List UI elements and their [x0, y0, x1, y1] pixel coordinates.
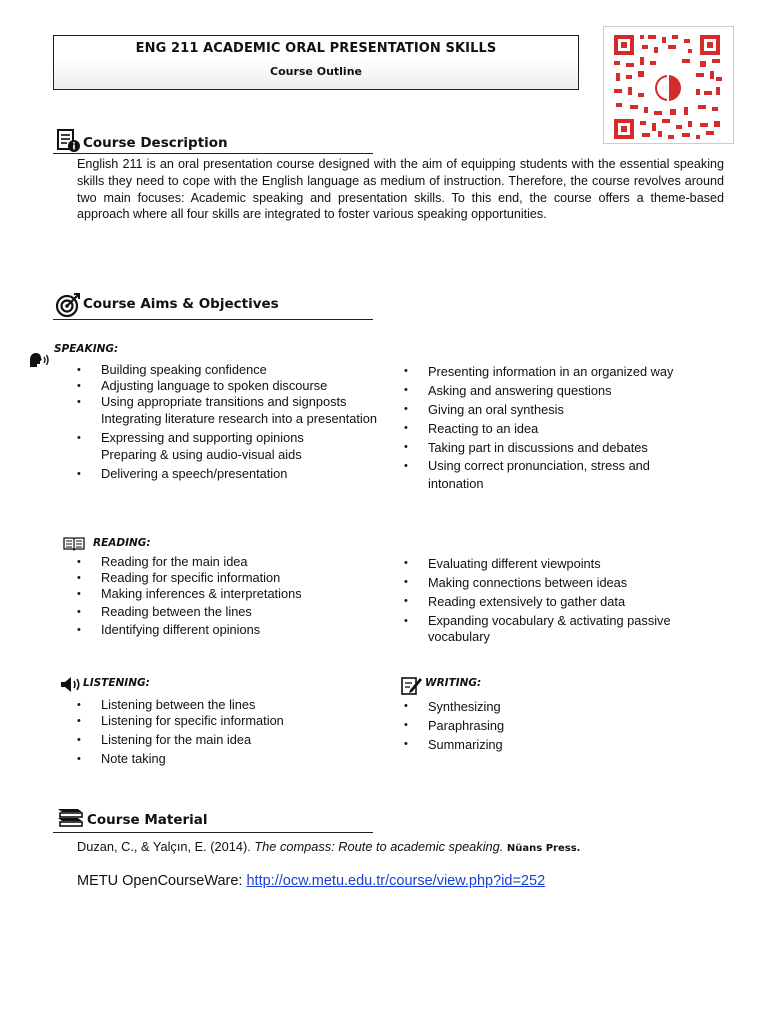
reading-right-list: [404, 554, 704, 645]
open-book-icon: [63, 536, 85, 551]
target-icon: [55, 292, 81, 318]
list-item: • Listening for specific information: [77, 713, 377, 729]
reading-left-list: [77, 554, 377, 638]
list-item: • Expressing and supporting opinions: [77, 430, 377, 446]
writing-pencil-icon: [401, 675, 423, 695]
section-title: Course Aims & Objectives: [83, 296, 279, 312]
section-header-aims: [53, 292, 373, 320]
document-info-icon: [55, 127, 81, 153]
speaking-label: SPEAKING:: [54, 343, 119, 355]
ocw-link[interactable]: http://ocw.metu.edu.tr/course/view.php?id=252: [246, 873, 546, 889]
list-item: • Making inferences & interpretations: [77, 586, 377, 602]
section-title: Course Description: [83, 135, 228, 151]
list-item: • Building speaking confidence: [77, 362, 377, 378]
list-item: • Using correct pronunciation, stress and intonation: [404, 457, 704, 493]
ref-publisher: Nüans Press.: [506, 843, 581, 854]
description-text: English 211 is an oral presentation course designed with the aim of equipping students with the essential speaking skills they need to cope with the English language as medium of instruction. Therefore, the course revolves around two main focuses: Academic speaking and presentation skills. To this end, the course offers a theme-based approach where all four skills are integrated to foster various speaking opportunities.: [77, 157, 724, 222]
list-item: • Reading for the main idea: [77, 554, 377, 570]
speaking-head-icon: [28, 351, 52, 369]
list-item: • Using appropriate transitions and signposts: [77, 394, 377, 410]
course-subtitle: Course Outline: [270, 65, 362, 78]
section-header-description: [53, 133, 373, 154]
list-item: [77, 410, 377, 428]
list-item: • Listening for the main idea: [77, 732, 377, 748]
list-item: • Delivering a speech/presentation: [77, 466, 377, 482]
list-item: [77, 446, 377, 464]
writing-label: WRITING:: [425, 677, 482, 689]
section-title: Course Material: [87, 812, 208, 828]
list-item: • Asking and answering questions: [404, 381, 704, 400]
listening-list: [77, 697, 377, 767]
speaking-left-list: [77, 362, 377, 482]
writing-list: [404, 697, 704, 754]
list-item: • Presenting information in an organized way: [404, 362, 704, 381]
speaking-right-list: [404, 362, 704, 493]
list-item: • Reading between the lines: [77, 604, 377, 620]
list-item: • Reading extensively to gather data: [404, 592, 704, 611]
ref-authors: Duzan, C., & Yalçın, E. (2014).: [77, 839, 255, 854]
reference-citation: [77, 839, 580, 854]
section-header-material: [53, 808, 373, 833]
list-item: • Note taking: [77, 751, 377, 767]
list-item-text: Preparing & using audio-visual aids: [101, 447, 302, 462]
list-item: • Giving an oral synthesis: [404, 400, 704, 419]
ref-title: The compass: [254, 839, 332, 854]
list-item: • Expanding vocabulary & activating passive vocabulary: [404, 613, 708, 645]
list-item: • Making connections between ideas: [404, 573, 704, 592]
list-item: • Synthesizing: [404, 697, 704, 716]
list-item: • Evaluating different viewpoints: [404, 554, 704, 573]
list-item: • Adjusting language to spoken discourse: [77, 378, 377, 394]
list-item: • Summarizing: [404, 735, 704, 754]
list-item-text: Integrating literature research into a presentation: [101, 411, 378, 426]
ocw-label: METU OpenCourseWare:: [77, 873, 247, 889]
title-box: [53, 35, 579, 90]
books-stack-icon: [55, 804, 85, 830]
list-item: • Reading for specific information: [77, 570, 377, 586]
reading-label: READING:: [93, 537, 151, 549]
ref-title-rest: : Route to academic speaking.: [331, 839, 504, 854]
list-item: • Taking part in discussions and debates: [404, 438, 704, 457]
listening-label: LISTENING:: [83, 677, 150, 689]
qr-code-icon: [603, 26, 734, 144]
list-item: • Paraphrasing: [404, 716, 704, 735]
ocw-line: [77, 873, 545, 889]
list-item: • Identifying different opinions: [77, 622, 377, 638]
list-item: • Reacting to an idea: [404, 419, 704, 438]
course-title: ENG 211 ACADEMIC ORAL PRESENTATION SKILLS: [135, 41, 497, 56]
qr-code-graphic: [604, 27, 735, 145]
list-item: • Listening between the lines: [77, 697, 377, 713]
speaker-icon: [60, 676, 82, 693]
